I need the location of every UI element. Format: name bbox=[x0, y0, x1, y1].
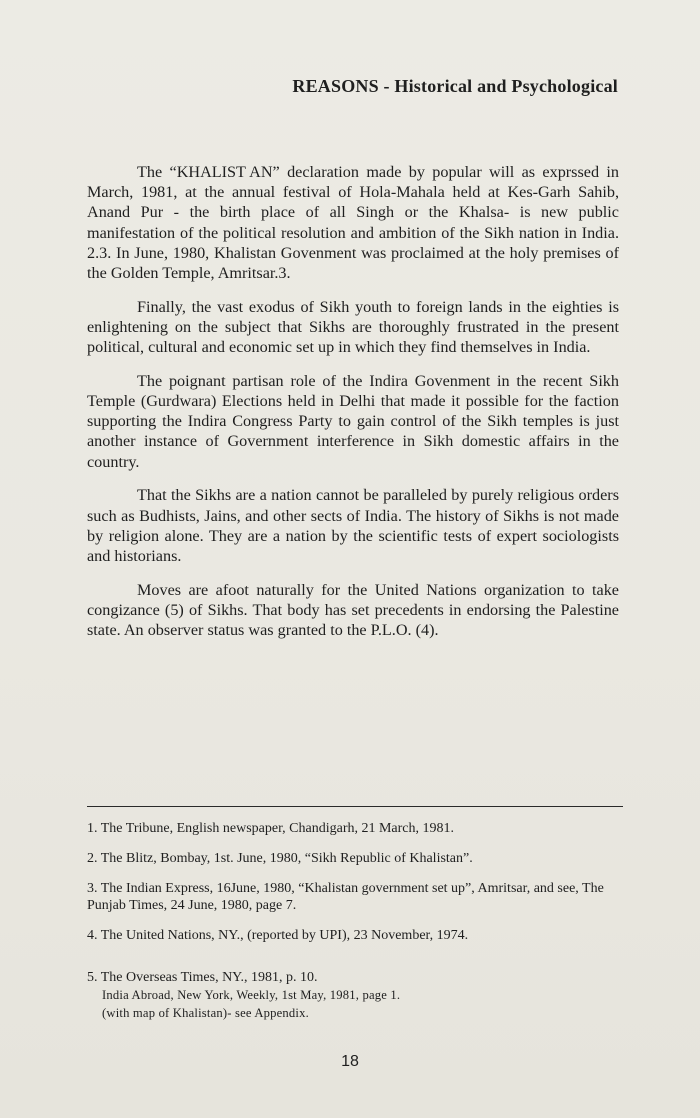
paragraph: Moves are afoot naturally for the United Nations organization to take congizance (5) of Sikhs. That body has set precedents in endorsing the Palestine state. An observer status was granted to the P.L.O. (4). bbox=[87, 580, 619, 640]
page-heading: REASONS - Historical and Psychological bbox=[292, 76, 618, 96]
footnote-continuation: India Abroad, New York, Weekly, 1st May, 1981, page 1. bbox=[102, 988, 401, 1002]
footnote: 5. The Overseas Times, NY., 1981, p. 10. bbox=[87, 970, 318, 985]
footnote-continuation: (with map of Khalistan)- see Appendix. bbox=[102, 1006, 309, 1020]
footnote: 1. The Tribune, English newspaper, Chandigarh, 21 March, 1981. bbox=[87, 821, 455, 836]
footnote: 4. The United Nations, NY., (reported by UPI), 23 November, 1974. bbox=[87, 928, 469, 943]
page-number: 18 bbox=[341, 1053, 359, 1070]
paragraph: The “KHALIST AN” declaration made by popular will as exprssed in March, 1981, at the annual festival of Hola-Mahala held at Kes-Garh Sahib, Anand Pur - the birth place of all Singh or the Khalsa- is new public manifestation of the political resolution and ambition of the Sikh nation in India. 2.3. In June, 1980, Khalistan Govenment was proclaimed at the holy premises of the Golden Temple, Amritsar.3. bbox=[87, 163, 619, 283]
footnote-divider bbox=[87, 806, 623, 807]
footnote: 3. The Indian Express, 16June, 1980, “Khalistan government set up”, Amritsar, and see, The Punjab Times, 24 June, 1980, page 7. bbox=[87, 881, 604, 913]
body-text bbox=[87, 162, 619, 654]
paragraph: Finally, the vast exodus of Sikh youth to foreign lands in the eighties is enlightening on the subject that Sikhs are thoroughly frustrated in the present political, cultural and economic set up in which they find themselves in India. bbox=[87, 297, 619, 357]
footnote: 2. The Blitz, Bombay, 1st. June, 1980, “Sikh Republic of Khalistan”. bbox=[87, 851, 473, 866]
paragraph: That the Sikhs are a nation cannot be paralleled by purely religious orders such as Budhists, Jains, and other sects of India. The history of Sikhs is not made by religion alone. They are a nation by the scientific tests of expert sociologists and historians. bbox=[87, 486, 619, 565]
footnotes bbox=[87, 820, 624, 1022]
paragraph: The poignant partisan role of the Indira Govenment in the recent Sikh Temple (Gurdwara) Elections held in Delhi that made it possible for the faction supporting the Indira Congress Party to gain control of the Sikh temples is just another instance of Government interference in Sikh domestic affairs in the country. bbox=[87, 371, 619, 471]
